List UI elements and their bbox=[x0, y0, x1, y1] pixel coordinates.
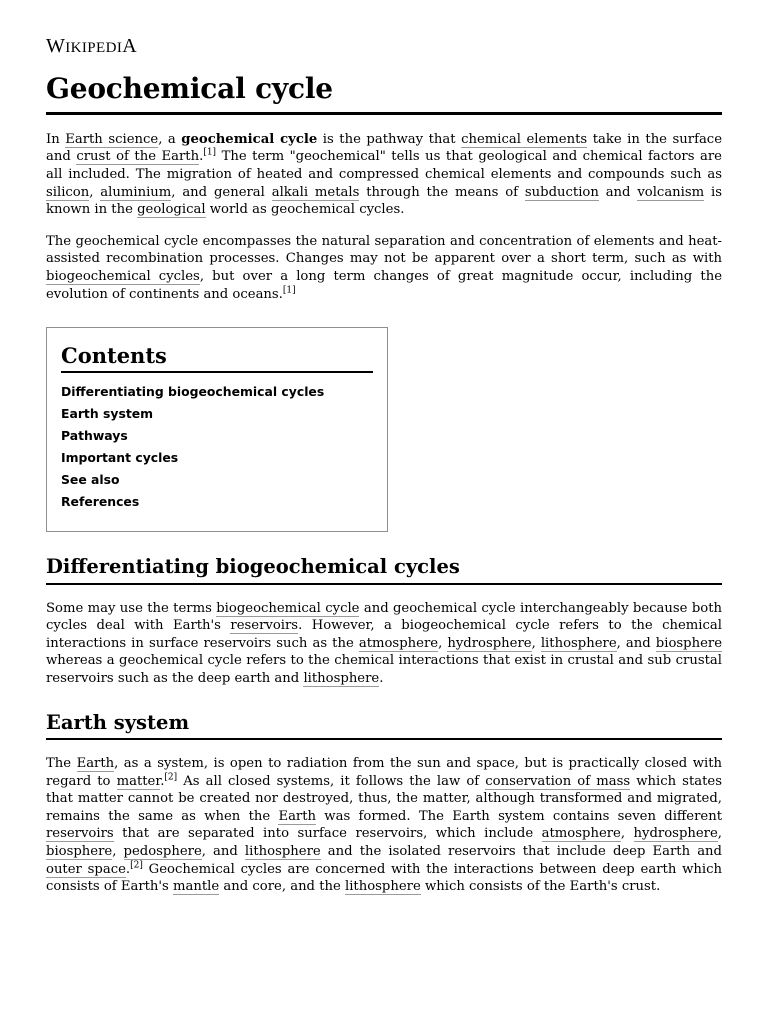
link-biogeochemical-cycle[interactable]: biogeochemical cycle bbox=[216, 600, 360, 616]
link-hydrosphere[interactable]: hydrosphere bbox=[447, 635, 532, 651]
text-segment: The term "geochemical" tells us that geological and chemical factors are all included. The migration of heated and compressed chemical elements and compounds such as bbox=[46, 149, 722, 182]
wikipedia-wordmark bbox=[46, 0, 722, 56]
toc-list bbox=[61, 381, 373, 513]
text-segment: and bbox=[598, 184, 638, 200]
link-lithosphere[interactable]: lithosphere bbox=[540, 635, 617, 651]
link-earth[interactable]: Earth bbox=[76, 756, 115, 772]
link-alkali-metals[interactable]: alkali metals bbox=[271, 184, 360, 200]
reference-marker-2[interactable]: [2] bbox=[130, 860, 143, 871]
text-segment: which states that matter cannot be created nor destroyed, thus, the matter, although transformed and migrated, remains the same as when the bbox=[46, 773, 722, 824]
text-segment: that are separated into surface reservoirs, which include bbox=[113, 826, 542, 842]
text-segment: , bbox=[717, 826, 722, 842]
link-matter[interactable]: matter bbox=[116, 773, 161, 789]
lead-paragraph-2 bbox=[46, 233, 722, 303]
link-hydrosphere[interactable]: hydrosphere bbox=[633, 826, 718, 842]
wordmark-smallcaps: IKIPEDI bbox=[65, 40, 123, 56]
section-paragraph-differentiating bbox=[46, 600, 722, 688]
text-segment: , bbox=[89, 184, 101, 200]
text-segment: , but over a long term changes of great magnitude occur, including the evolution of continents and oceans. bbox=[46, 268, 722, 302]
link-atmosphere[interactable]: atmosphere bbox=[541, 826, 621, 842]
section-divider bbox=[46, 738, 722, 740]
link-conservation-of-mass[interactable]: conservation of mass bbox=[485, 773, 631, 789]
reference-marker-2[interactable]: [2] bbox=[164, 772, 178, 783]
text-segment: whereas a geochemical cycle refers to the chemical interactions that exist in crustal and sub crustal reservoirs such as the deep earth and bbox=[46, 653, 722, 687]
link-biosphere[interactable]: biosphere bbox=[655, 635, 722, 651]
link-crust-of-the-earth[interactable]: crust of the Earth bbox=[76, 149, 200, 165]
link-pedosphere[interactable]: pedosphere bbox=[123, 844, 202, 860]
term-geochemical-cycle: geochemical cycle bbox=[181, 131, 318, 147]
text-segment: was formed. The Earth system contains seven different bbox=[316, 808, 722, 824]
link-earth-science[interactable]: Earth science bbox=[65, 131, 159, 147]
text-segment: take in the surface and bbox=[46, 131, 723, 165]
link-reservoirs[interactable]: reservoirs bbox=[230, 618, 299, 634]
text-segment: . bbox=[125, 861, 131, 877]
toc-item-references[interactable]: References bbox=[61, 494, 140, 510]
link-mantle[interactable]: mantle bbox=[173, 879, 220, 895]
section-divider bbox=[46, 583, 722, 585]
link-lithosphere[interactable]: lithosphere bbox=[344, 879, 421, 895]
text-segment: As all closed systems, it follows the law of bbox=[177, 773, 486, 789]
table-of-contents bbox=[46, 327, 388, 532]
text-segment: and core, and the bbox=[219, 879, 345, 895]
text-segment: , bbox=[112, 844, 124, 860]
text-segment: . bbox=[199, 149, 204, 165]
text-segment: Geochemical cycles are concerned with the interactions between deep earth which consists of Earth's bbox=[46, 861, 722, 895]
link-biogeochemical-cycles[interactable]: biogeochemical cycles bbox=[46, 268, 200, 284]
link-earth[interactable]: Earth bbox=[278, 808, 317, 824]
link-volcanism[interactable]: volcanism bbox=[637, 184, 705, 200]
section-heading-earth-system: Earth system bbox=[46, 710, 190, 734]
text-segment: , and general bbox=[171, 184, 272, 200]
link-subduction[interactable]: subduction bbox=[524, 184, 599, 200]
link-reservoirs[interactable]: reservoirs bbox=[46, 826, 114, 842]
text-segment: world as geochemical cycles. bbox=[205, 202, 405, 218]
link-silicon[interactable]: silicon bbox=[46, 184, 90, 200]
link-lithosphere[interactable]: lithosphere bbox=[244, 844, 321, 860]
toc-item-see-also[interactable]: See also bbox=[61, 472, 120, 488]
section-heading-differentiating-biogeochemical-cycles: Differentiating biogeochemical cycles bbox=[46, 555, 460, 579]
link-lithosphere[interactable]: lithosphere bbox=[303, 671, 380, 687]
text-segment: , as a system, is open to radiation from the sun and space, but is practically closed with regard to bbox=[46, 756, 722, 789]
toc-item-earth-system[interactable]: Earth system bbox=[61, 406, 154, 422]
link-geological[interactable]: geological bbox=[137, 202, 206, 218]
text-segment: , bbox=[620, 826, 634, 842]
link-aluminium[interactable]: aluminium bbox=[100, 184, 172, 200]
page-title: Geochemical cycle bbox=[46, 72, 333, 105]
link-outer-space[interactable]: outer space bbox=[46, 861, 126, 877]
toc-item-pathways[interactable]: Pathways bbox=[61, 428, 128, 444]
text-segment: and geochemical cycle interchangeably because both cycles deal with Earth's bbox=[46, 600, 723, 634]
wordmark-tail-letter: A bbox=[122, 35, 138, 57]
lead-paragraph-1 bbox=[46, 131, 722, 219]
text-segment: . bbox=[379, 671, 384, 687]
section-paragraph-earth-system bbox=[46, 755, 722, 896]
text-segment: The geochemical cycle encompasses the natural separation and concentration of elements and heat-assisted recombination processes. Changes may not be apparent over a short term, such as with bbox=[46, 233, 722, 267]
link-chemical-elements[interactable]: chemical elements bbox=[461, 131, 588, 147]
text-segment: is the pathway that bbox=[317, 131, 462, 147]
text-segment: , and bbox=[616, 635, 656, 651]
toc-heading: Contents bbox=[61, 343, 167, 369]
text-segment: through the means of bbox=[359, 184, 525, 200]
link-atmosphere[interactable]: atmosphere bbox=[358, 635, 439, 651]
text-segment: is known in the bbox=[46, 184, 722, 218]
reference-marker-1[interactable]: [1] bbox=[203, 148, 217, 158]
reference-marker-1[interactable]: [1] bbox=[282, 285, 296, 296]
text-segment: which consists of the Earth's crust. bbox=[420, 879, 661, 895]
title-divider bbox=[46, 112, 722, 115]
wordmark-lead-letter: W bbox=[46, 35, 66, 57]
toc-item-important-cycles[interactable]: Important cycles bbox=[61, 450, 179, 466]
text-segment: , and bbox=[201, 844, 245, 860]
text-segment: and the isolated reservoirs that include deep Earth and bbox=[320, 844, 722, 860]
text-segment: . bbox=[160, 773, 165, 789]
text-segment: , bbox=[531, 635, 541, 651]
text-segment: , a bbox=[158, 131, 182, 147]
text-segment: In bbox=[46, 131, 66, 147]
text-segment: . However, a biogeochemical cycle refers to the chemical interactions in surface reservoirs such as the bbox=[46, 618, 722, 651]
toc-item-differentiating-biogeochemical-cycles[interactable]: Differentiating biogeochemical cycles bbox=[61, 384, 325, 400]
text-segment: The bbox=[46, 756, 77, 772]
text-segment: , bbox=[438, 635, 448, 651]
text-segment: Some may use the terms bbox=[46, 600, 217, 616]
toc-divider bbox=[61, 371, 373, 373]
link-biosphere[interactable]: biosphere bbox=[46, 844, 113, 860]
